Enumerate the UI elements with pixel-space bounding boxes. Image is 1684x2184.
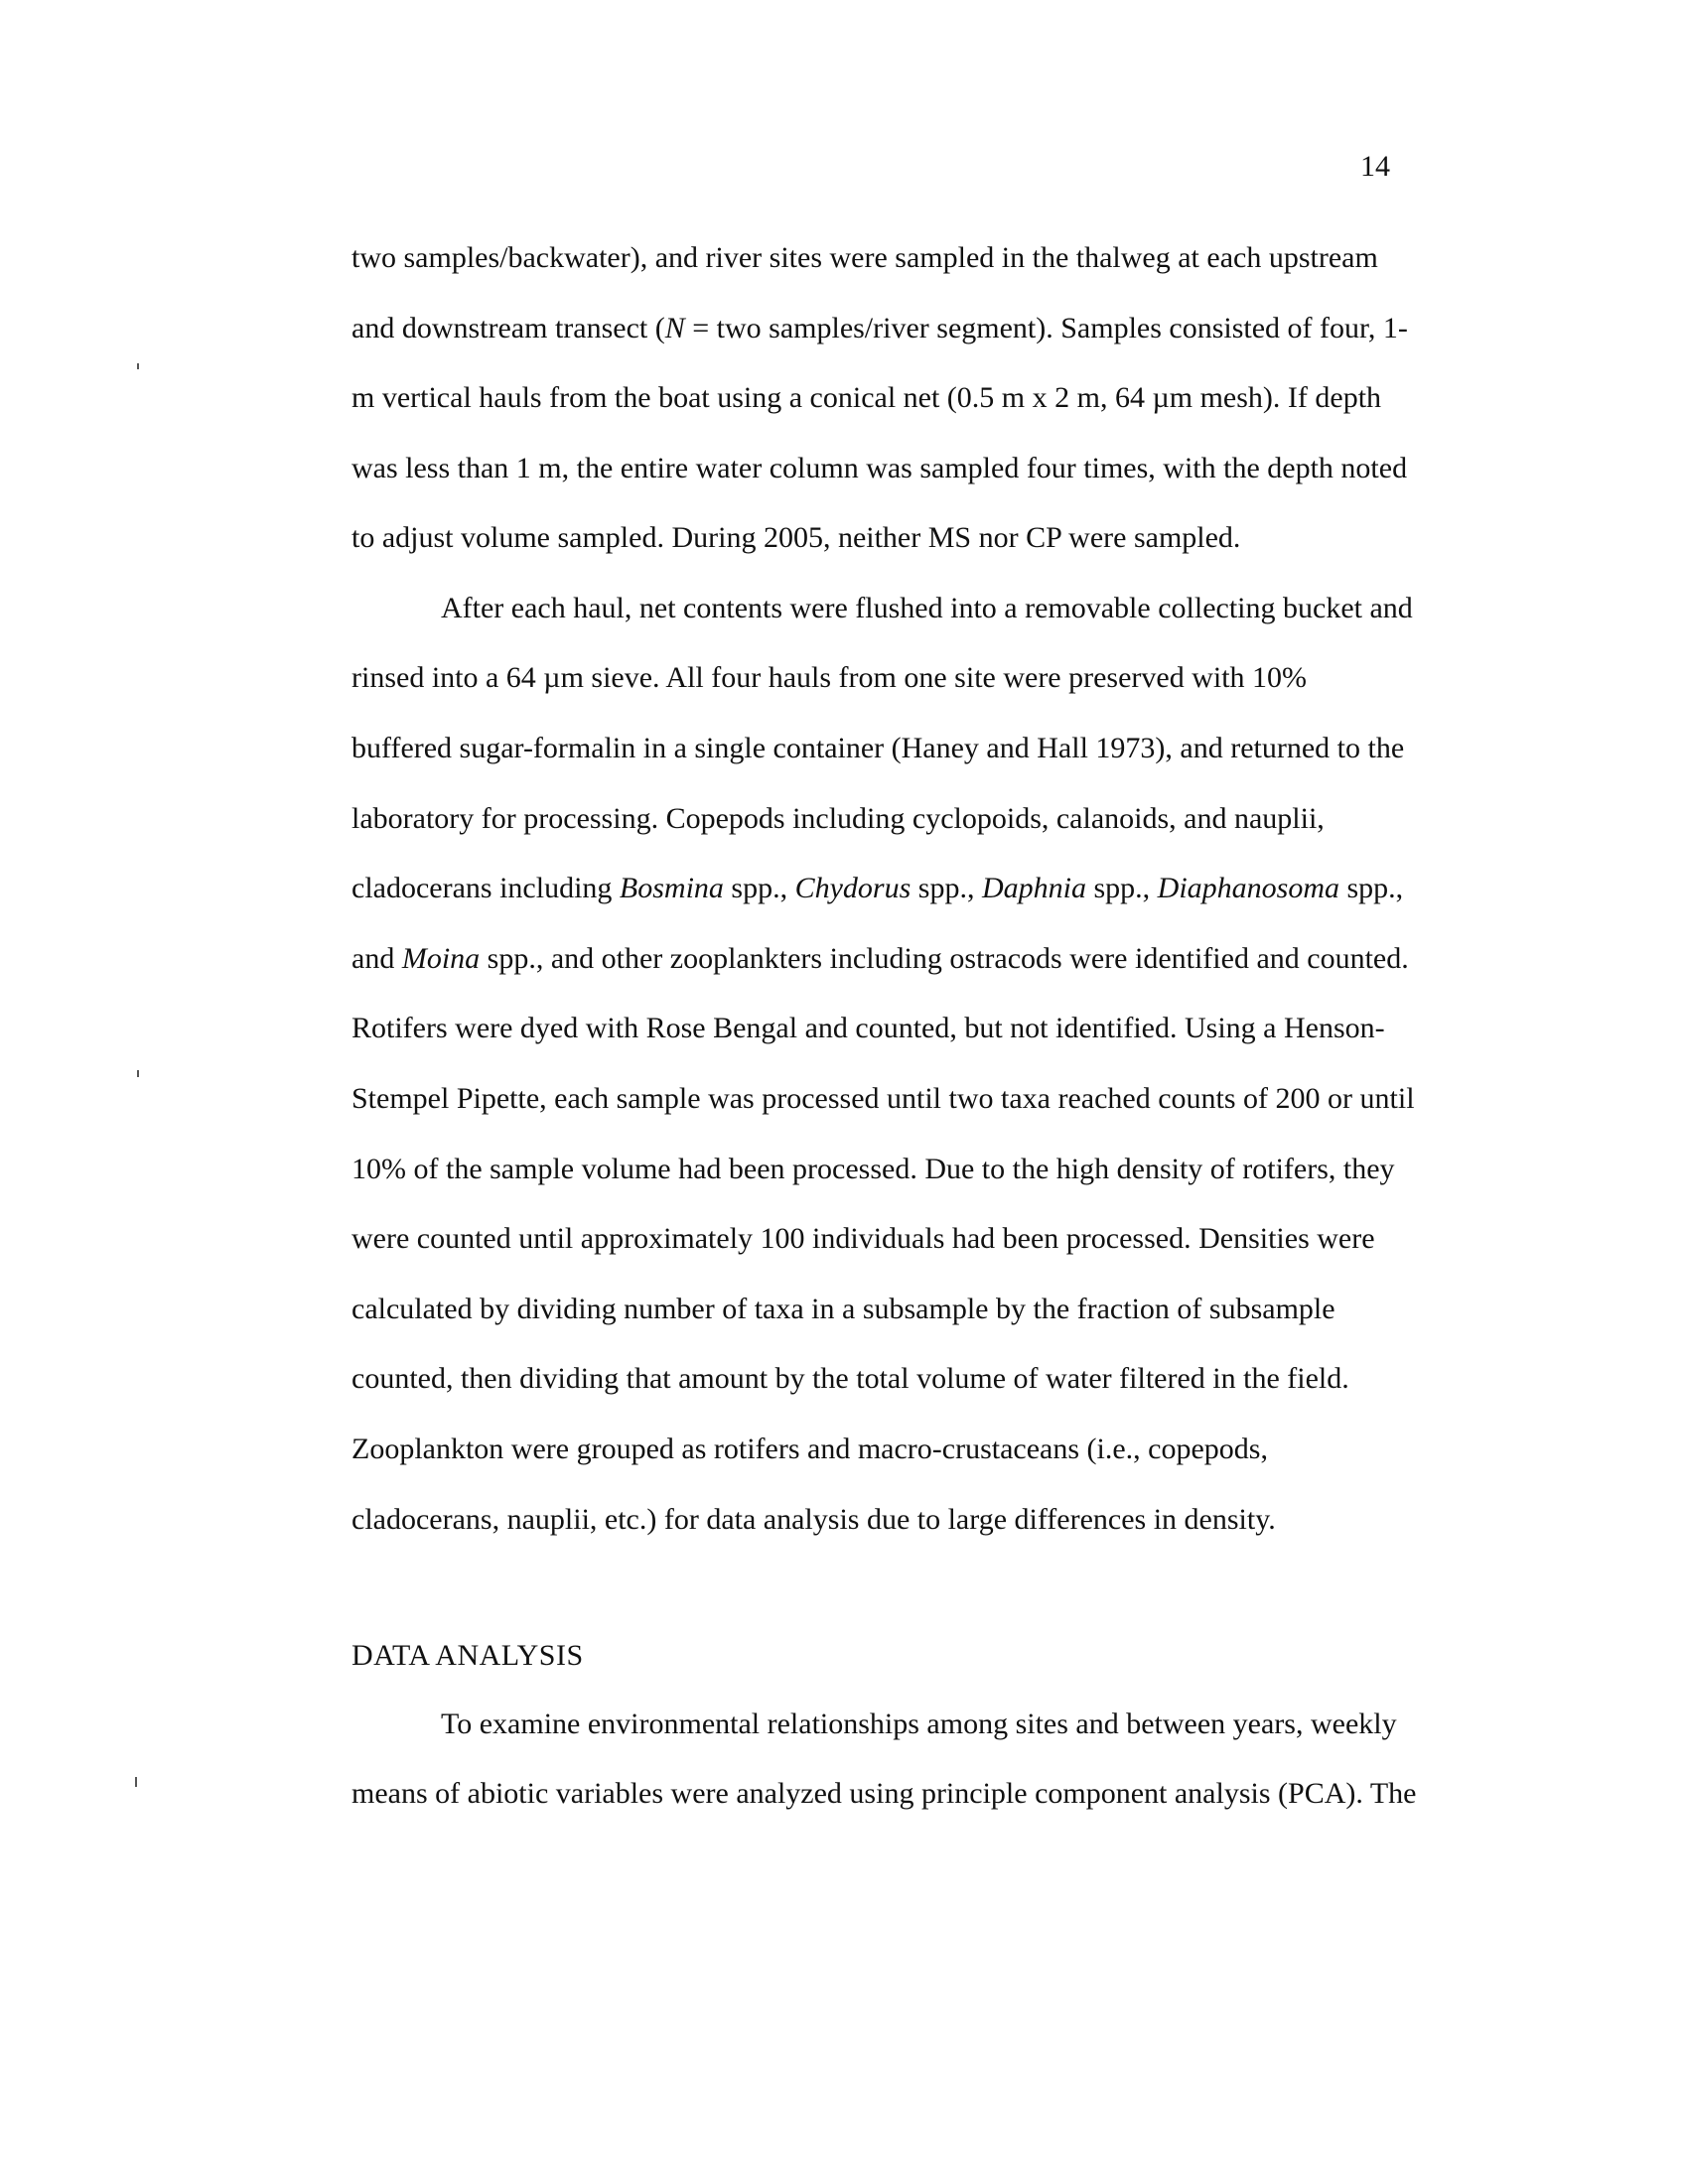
scan-artifact [137,363,139,369]
text-line: Rotifers were dyed with Rose Bengal and counted, but not identified. Using a Henson- [351,1012,1385,1044]
text-line: After each haul, net contents were flushed into a removable collecting bucket and [441,592,1413,624]
taxon-name: Chydorus [794,872,912,904]
text-line: To examine environmental relationships among sites and between years, weekly [441,1707,1397,1740]
page-number: 14 [1360,150,1390,183]
taxon-name: Diaphanosoma [1157,872,1339,904]
text-fragment: and [351,942,402,975]
scan-artifact [137,1070,139,1077]
text-line: 10% of the sample volume had been processed. Due to the high density of rotifers, they [351,1153,1395,1185]
text-line: rinsed into a 64 µm sieve. All four hauls from one site were preserved with 10% [351,661,1308,694]
taxon-name: Moina [401,942,481,975]
text-line: calculated by dividing number of taxa in a subsample by the fraction of subsample [351,1293,1335,1325]
text-fragment: and downstream transect ( [351,312,665,344]
text-line: m vertical hauls from the boat using a conical net (0.5 m x 2 m, 64 µm mesh). If depth [351,381,1382,414]
text-line: counted, then dividing that amount by the total volume of water filtered in the field. [351,1362,1349,1395]
section-heading: DATA ANALYSIS [351,1639,584,1672]
text-line [351,869,1403,908]
taxon-name: Bosmina [619,872,724,904]
text-fragment: spp., [1339,872,1404,904]
text-line: was less than 1 m, the entire water column was sampled four times, with the depth noted [351,452,1408,484]
italic-variable: N [664,312,685,344]
text-fragment: spp., [723,872,795,904]
text-line: cladocerans, nauplii, etc.) for data analysis due to large differences in density. [351,1503,1276,1536]
text-fragment: = two samples/river segment). Samples consisted of four, 1- [684,312,1408,344]
scan-artifact [135,1777,137,1787]
text-line [351,309,1408,348]
text-line: Stempel Pipette, each sample was processed until two taxa reached counts of 200 or until [351,1082,1415,1115]
text-fragment: cladocerans including [351,872,620,904]
text-line: to adjust volume sampled. During 2005, neither MS nor CP were sampled. [351,521,1241,554]
text-line: means of abiotic variables were analyzed using principle component analysis (PCA). The [351,1777,1417,1810]
text-line: Zooplankton were grouped as rotifers and macro-crustaceans (i.e., copepods, [351,1433,1268,1465]
taxon-name: Daphnia [981,872,1086,904]
text-line [351,939,1409,979]
text-fragment: spp., [911,872,982,904]
text-fragment: spp., [1085,872,1158,904]
text-line: laboratory for processing. Copepods including cyclopoids, calanoids, and nauplii, [351,802,1325,835]
text-line: were counted until approximately 100 individuals had been processed. Densities were [351,1222,1375,1255]
text-fragment: spp., and other zooplankters including ostracods were identified and counted. [480,942,1409,975]
text-line: buffered sugar-formalin in a single container (Haney and Hall 1973), and returned to the [351,732,1405,764]
text-line: two samples/backwater), and river sites were sampled in the thalweg at each upstream [351,241,1378,274]
